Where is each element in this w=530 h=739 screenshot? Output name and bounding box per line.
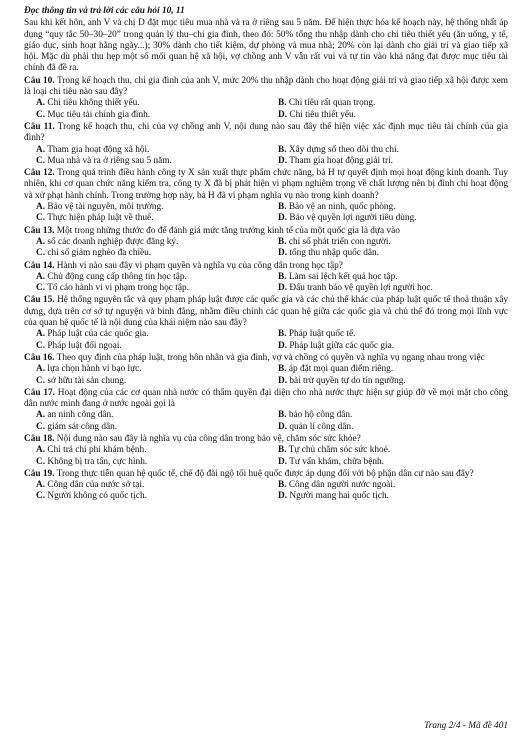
option-text: Chi trả chi phí khám bệnh.: [45, 445, 147, 456]
answer-option: [24, 248, 266, 259]
option-text: Người mang hai quốc tịch.: [287, 491, 389, 502]
option-letter: B.: [278, 364, 287, 375]
answer-options: [24, 145, 508, 168]
option-letter: A.: [36, 364, 46, 375]
question-text: Trong kế hoạch thu, chi gia đình của anh V, mức 20% thu nhập dành cho hoạt động giải trí và giao tiếp xã hội được xem là loại chi tiêu nào sau đây?: [24, 75, 508, 98]
answer-option: [24, 491, 266, 502]
question-stem: [24, 353, 508, 364]
option-letter: D.: [278, 340, 288, 351]
option-text: lựa chọn hành vi bạo lực.: [45, 364, 142, 375]
question-stem: [24, 434, 508, 445]
answer-option: [266, 145, 508, 156]
question-stem: [24, 226, 508, 237]
option-text: Pháp luật của các quốc gia.: [45, 329, 149, 340]
answer-option: [266, 480, 508, 491]
question-number: Câu 19.: [24, 468, 55, 479]
option-text: bảo hộ công dân.: [286, 410, 353, 421]
option-text: giám sát công dân.: [45, 421, 118, 432]
answer-options: [24, 98, 508, 121]
answer-option: [24, 283, 266, 294]
answer-options: [24, 364, 508, 387]
option-letter: C.: [36, 375, 46, 386]
question-block: [24, 295, 508, 351]
option-text: Chi tiêu rất quan trọng.: [286, 98, 376, 109]
option-letter: B.: [278, 236, 287, 247]
option-letter: A.: [36, 271, 46, 282]
option-letter: D.: [278, 248, 288, 259]
question-text: Trong quá trình điều hành công ty X sản xuất thực phẩm chức năng, bà H tự quyết định mọi hoạt động kinh doanh. Tuy nhiên, khi cơ quan chức năng kiểm tra, công ty X đã bị phát hiện vi phạm nghiêm trọng về chất lượng nên bị đình chỉ hoạt động và xử phạt hành chính. Trong trường hợp này, bà H đã vi phạm nghĩa vụ nào trong kinh doanh?: [24, 168, 508, 201]
answer-option: [266, 248, 508, 259]
option-text: Chi tiêu không thiết yếu.: [45, 98, 140, 109]
option-text: Tố cáo hành vi vi phạm trong học tập.: [45, 283, 189, 294]
option-text: bài trừ quyền tự do tín ngưỡng.: [287, 375, 406, 386]
question-stem: [24, 388, 508, 411]
answer-option: [266, 283, 508, 294]
question-number: Câu 17.: [24, 387, 55, 398]
option-text: số các doanh nghiệp được đăng ký.: [45, 236, 179, 247]
option-text: Pháp luật đối ngoại.: [45, 340, 122, 351]
question-block: [24, 469, 508, 503]
answer-options: [24, 329, 508, 352]
question-number: Câu 13.: [24, 225, 55, 236]
option-letter: A.: [36, 410, 46, 421]
option-letter: B.: [278, 445, 287, 456]
answer-option: [266, 491, 508, 502]
option-text: Bảo vệ quyền lợi người tiêu dùng.: [287, 213, 417, 224]
option-letter: C.: [36, 155, 46, 166]
answer-option: [266, 237, 508, 248]
option-letter: B.: [278, 98, 287, 109]
option-letter: D.: [278, 491, 288, 502]
option-text: Thực hiện pháp luật về thuế.: [45, 213, 154, 224]
option-text: Tự chủ chăm sóc sức khoẻ.: [286, 445, 391, 456]
question-block: [24, 434, 508, 468]
question-number: Câu 16.: [24, 352, 55, 363]
question-text: Theo quy định của pháp luật, trong hôn nhân và gia đình, vợ và chồng có quyền và nghĩa vụ ngang nhau trong việc: [54, 352, 485, 363]
option-text: sở hữu tài sản chung.: [45, 375, 127, 386]
option-letter: C.: [36, 283, 46, 294]
page-footer: Trang 2/4 - Mã đề 401: [424, 720, 508, 731]
option-letter: B.: [278, 271, 287, 282]
option-text: Đấu tranh bảo vệ quyền lợi người học.: [287, 283, 433, 294]
option-letter: A.: [36, 480, 46, 491]
answer-options: [24, 272, 508, 295]
question-number: Câu 12.: [24, 168, 55, 179]
option-text: Không bị tra tấn, cực hình.: [45, 456, 148, 467]
option-text: Tư vấn khám, chữa bệnh.: [287, 456, 384, 467]
option-letter: B.: [278, 410, 287, 421]
answer-options: [24, 480, 508, 503]
option-letter: B.: [278, 202, 287, 213]
option-letter: A.: [36, 98, 46, 109]
answer-option: [24, 410, 266, 421]
option-text: chỉ số phát triển con người.: [286, 236, 391, 247]
answer-option: [266, 376, 508, 387]
question-list: [24, 76, 508, 503]
question-stem: [24, 76, 508, 99]
option-text: an ninh công dân.: [45, 410, 114, 421]
answer-option: [24, 445, 266, 456]
answer-option: [266, 364, 508, 375]
option-letter: A.: [36, 445, 46, 456]
option-letter: D.: [278, 456, 288, 467]
answer-option: [266, 457, 508, 468]
answer-option: [266, 156, 508, 167]
answer-option: [24, 364, 266, 375]
question-text: Hành vi nào sau đây vi phạm quyền và nghĩa vụ của công dân trong học tập?: [54, 260, 343, 271]
option-text: Mục tiêu tài chính gia đình.: [45, 109, 151, 120]
question-block: [24, 122, 508, 167]
option-letter: C.: [36, 213, 46, 224]
question-block: [24, 168, 508, 224]
answer-option: [266, 341, 508, 352]
option-letter: A.: [36, 202, 46, 213]
question-block: [24, 261, 508, 295]
option-text: chỉ số giảm nghèo đa chiều.: [45, 248, 152, 259]
answer-option: [24, 457, 266, 468]
answer-option: [266, 329, 508, 340]
option-letter: D.: [278, 155, 288, 166]
question-number: Câu 18.: [24, 433, 55, 444]
question-number: Câu 10.: [24, 75, 55, 86]
question-text: Nội dung nào sau đây là nghĩa vụ của công dân trong bảo vệ, chăm sóc sức khỏe?: [54, 433, 361, 444]
question-text: Hoạt động của các cơ quan nhà nước có thẩm quyền đại diện cho nhà nước thực hiện sự giúp đỡ về mọi mặt cho công dân nước mình đang ở nước ngoài gọi là: [24, 387, 508, 410]
reading-passage: Sau khi kết hôn, anh V và chị D đặt mục tiêu mua nhà và ra ở riêng sau 5 năm. Để hiện thực hóa kế hoạch này, hệ thống nhất áp dụng “quy tắc 50–30–20” trong quản lý thu–chi gia đình, theo đó: 50% tổng thu nhập dành cho chi tiêu thiết yếu (ăn uống, y tế, giáo dục, sinh hoạt hằng ngày...); 30% dành cho tiết kiệm, dự phòng và mua nhà; 20% còn lại dành cho giải trí và giao tiếp xã hội. Mặc dù phải thu hẹp một số mối quan hệ xã hội, vợ chồng anh V vẫn rất vui và tự tin vào khả năng đạt được mục tiêu tài chính đã đề ra.: [24, 18, 508, 74]
answer-option: [24, 202, 266, 213]
answer-option: [266, 422, 508, 433]
question-stem: [24, 261, 508, 272]
option-letter: D.: [278, 283, 288, 294]
answer-option: [24, 237, 266, 248]
option-text: Mua nhà và ra ở riêng sau 5 năm.: [45, 155, 172, 166]
option-letter: D.: [278, 421, 288, 432]
option-text: Chủ động cung cấp thông tin học tập.: [45, 271, 187, 282]
answer-options: [24, 445, 508, 468]
option-text: Người không có quốc tịch.: [45, 491, 147, 502]
section-heading: Đọc thông tin và trả lời các câu hỏi 10, 11: [24, 6, 185, 16]
option-letter: C.: [36, 109, 46, 120]
option-text: Pháp luật giữa các quốc gia.: [287, 340, 395, 351]
answer-option: [24, 480, 266, 491]
answer-option: [266, 272, 508, 283]
option-text: Pháp luật quốc tế.: [286, 329, 356, 340]
question-stem: [24, 122, 508, 145]
question-block: [24, 353, 508, 387]
option-letter: C.: [36, 456, 46, 467]
question-text: Một trong những thước đo để đánh giá mức tăng trưởng kinh tế của một quốc gia là dựa vào: [54, 225, 400, 236]
option-text: Tham gia hoạt động xã hội.: [45, 144, 150, 155]
option-text: Chi tiêu thiết yếu.: [287, 109, 356, 120]
option-letter: D.: [278, 213, 288, 224]
question-stem: [24, 469, 508, 480]
answer-option: [24, 376, 266, 387]
option-text: Bảo vệ an ninh, quốc phòng.: [286, 202, 396, 213]
question-text: Trong thực tiễn quan hệ quốc tế, chế độ đãi ngộ tối huệ quốc được áp dụng đối với bộ phận dân cư nào sau đây?: [54, 468, 474, 479]
question-stem: [24, 168, 508, 202]
answer-options: [24, 410, 508, 433]
question-block: [24, 76, 508, 121]
answer-options: [24, 237, 508, 260]
question-stem: [24, 295, 508, 329]
option-letter: D.: [278, 375, 288, 386]
answer-option: [266, 410, 508, 421]
answer-option: [24, 156, 266, 167]
option-text: Bảo vệ tài nguyên, môi trường.: [45, 202, 164, 213]
option-letter: C.: [36, 248, 46, 259]
answer-option: [24, 145, 266, 156]
option-letter: C.: [36, 491, 46, 502]
option-text: Xây dựng sổ theo dõi thu chi.: [286, 144, 399, 155]
option-letter: C.: [36, 421, 46, 432]
answer-option: [266, 110, 508, 121]
option-text: tổng thu nhập quốc dân.: [287, 248, 379, 259]
question-text: Trong kế hoạch thu, chi của vợ chồng anh V, nội dung nào sau đây thể hiện việc xác định mục tiêu tài chính của gia đình?: [24, 121, 508, 144]
answer-option: [24, 341, 266, 352]
option-text: Công dân người nước ngoài.: [286, 480, 396, 491]
option-letter: D.: [278, 109, 288, 120]
answer-option: [24, 422, 266, 433]
option-text: Công dân của nước sở tại.: [45, 480, 145, 491]
answer-option: [266, 202, 508, 213]
option-letter: B.: [278, 480, 287, 491]
question-number: Câu 14.: [24, 260, 55, 271]
option-letter: A.: [36, 236, 46, 247]
option-text: quản lí công dân.: [287, 421, 354, 432]
answer-option: [24, 272, 266, 283]
answer-option: [266, 213, 508, 224]
option-letter: A.: [36, 144, 46, 155]
question-text: Hệ thống nguyên tắc và quy phạm pháp luật được các quốc gia và các chủ thể khác của pháp luật quốc tế thoả thuận xây dựng, dựa trên cơ sở tự nguyện và bình đẳng, nhằm điều chỉnh các quan hệ giữa các quốc gia và chủ thể đó trong mọi lĩnh vực của quan hệ quốc tế là nội dung của khái niệm nào sau đây?: [24, 295, 509, 329]
option-letter: A.: [36, 329, 46, 340]
option-text: áp đặt mọi quan điểm riêng.: [286, 364, 394, 375]
question-number: Câu 15.: [24, 295, 55, 306]
question-block: [24, 226, 508, 260]
answer-option: [24, 98, 266, 109]
answer-option: [24, 213, 266, 224]
answer-option: [24, 110, 266, 121]
question-block: [24, 388, 508, 433]
answer-option: [24, 329, 266, 340]
answer-option: [266, 445, 508, 456]
answer-options: [24, 202, 508, 225]
option-letter: B.: [278, 329, 287, 340]
answer-option: [266, 98, 508, 109]
option-letter: B.: [278, 144, 287, 155]
option-text: Làm sai lệch kết quả học tập.: [286, 271, 398, 282]
question-number: Câu 11.: [24, 121, 55, 132]
option-letter: C.: [36, 340, 46, 351]
option-text: Tham gia hoạt động giải trí.: [287, 155, 393, 166]
